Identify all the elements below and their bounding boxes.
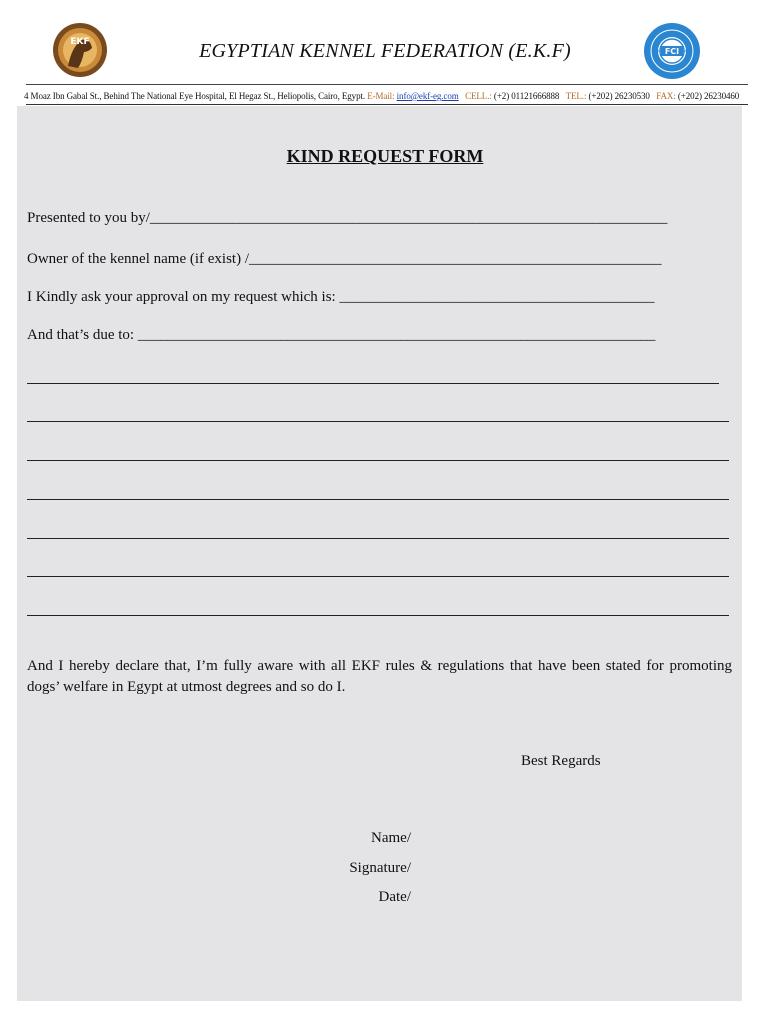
fax-label: FAX:	[656, 91, 676, 101]
blank-line-3[interactable]	[27, 460, 729, 461]
email-link[interactable]: info@ekf-eg.com	[396, 91, 459, 101]
blank-line-1[interactable]	[27, 383, 719, 384]
tel-label: TEL.:	[565, 91, 587, 101]
header-rule-top	[26, 84, 748, 85]
cell-label: CELL.:	[465, 91, 492, 101]
address-text: 4 Moaz Ibn Gabal St., Behind The National Eye Hospital, El Hegaz St., Heliopolis, Cairo, Egypt.	[24, 91, 366, 101]
cell-number: (+2) 01121666888	[493, 91, 560, 101]
name-label: Name/	[371, 830, 411, 846]
header-rule-bottom	[26, 104, 748, 105]
blank-line-4[interactable]	[27, 499, 729, 500]
svg-text:FCI: FCI	[664, 47, 680, 56]
kennel-owner-field[interactable]: Owner of the kennel name (if exist) /_______________________________________________________	[27, 251, 662, 267]
presented-by-field[interactable]: Presented to you by/_____________________________________________________________________	[27, 210, 668, 226]
blank-line-2[interactable]	[27, 421, 729, 422]
svg-text:EKF: EKF	[70, 37, 90, 47]
due-to-field[interactable]: And that’s due to: _____________________________________________________________________	[27, 327, 656, 343]
fax-number: (+202) 26230460	[677, 91, 740, 101]
signature-label: Signature/	[349, 860, 411, 876]
form-title: KIND REQUEST FORM	[286, 146, 484, 166]
blank-line-5[interactable]	[27, 538, 729, 539]
blank-line-7[interactable]	[27, 615, 729, 616]
fci-logo	[643, 22, 701, 80]
tel-number: (+202) 26230530	[588, 91, 650, 101]
request-field[interactable]: I Kindly ask your approval on my request which is: __________________________________________	[27, 289, 655, 305]
contact-line	[24, 91, 739, 101]
declaration-text: And I hereby declare that, I’m fully aware with all EKF rules & regulations that have been stated for promoting dogs’ welfare in Egypt at utmost degrees and so do I.	[27, 658, 732, 695]
best-regards: Best Regards	[521, 753, 601, 769]
date-label: Date/	[378, 889, 411, 905]
blank-line-6[interactable]	[27, 576, 729, 577]
org-title: EGYPTIAN KENNEL FEDERATION (E.K.F)	[199, 40, 571, 62]
email-label: E-Mail:	[367, 91, 395, 101]
